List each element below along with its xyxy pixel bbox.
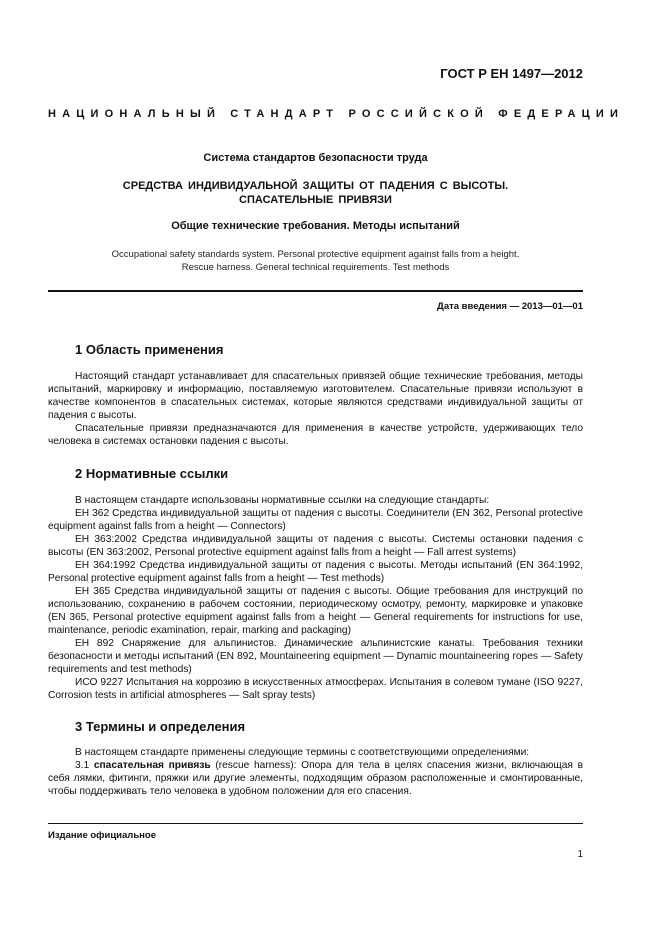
reference-item: ИСО 9227 Испытания на коррозию в искусственных атмосферах. Испытания в солевом тумане (ISO 9227, Corrosion tests in artificial atmospheres — Salt spray tests) bbox=[48, 677, 583, 701]
paragraph: Спасательные привязи предназначаются для применения в качестве устройств, удерживающих тело человека в системах остановки падения с высоты. bbox=[48, 423, 583, 447]
footer-divider bbox=[48, 823, 583, 824]
english-title-line-1: Occupational safety standards system. Personal protective equipment against falls from a height. bbox=[111, 249, 520, 260]
section-3-body bbox=[48, 746, 583, 798]
edition-label: Издание официальное bbox=[48, 830, 156, 841]
term-text: (rescue harness): Опора для тела в целях спасения жизни, включающая в себя лямки, фитинги, пряжки или другие элементы, подходящим образом расположенные и смонтированные, чтобы поддерживать тело человека в удобном положении для его спасения. bbox=[48, 760, 583, 797]
standards-series: Система стандартов безопасности труда bbox=[203, 152, 428, 164]
paragraph: В настоящем стандарте использованы нормативные ссылки на следующие стандарты: bbox=[75, 495, 490, 506]
term-definition bbox=[48, 759, 583, 798]
reference-item: ЕН 365 Средства индивидуальной защиты от падения с высоты. Общие требования для инструкций по использованию, сохранению в рабочем состоянии, периодическому осмотру, ремонту, маркировке и упаковке (EN 365, Personal protective equipment against falls from a height — General requirements for instructions for use, maintenance, periodic examination, repair, marking and packaging) bbox=[48, 586, 583, 636]
term-name: спасательная привязь bbox=[93, 760, 211, 771]
title-line-2: СПАСАТЕЛЬНЫЕ ПРИВЯЗИ bbox=[239, 194, 392, 206]
paragraph: Настоящий стандарт устанавливает для спасательных привязей общие технические требования, методы испытаний, маркировку и информацию, поставляемую изготовителем. Спасательные привязи используют в качестве компонентов в спасательных системах, которые являются средствами индивидуальной защиты от падения с высоты. bbox=[48, 371, 583, 421]
introduction-date: Дата введения — 2013—01—01 bbox=[437, 301, 583, 312]
section-2-body bbox=[48, 494, 583, 702]
national-standard-banner: НАЦИОНАЛЬНЫЙ СТАНДАРТ РОССИЙСКОЙ ФЕДЕРАЦИИ bbox=[48, 108, 625, 120]
paragraph: В настоящем стандарте применены следующие термины с соответствующими определениями: bbox=[75, 747, 530, 758]
section-1-body bbox=[48, 370, 583, 448]
title-divider bbox=[48, 290, 583, 292]
reference-item: ЕН 363:2002 Средства индивидуальной защиты от падения с высоты. Системы остановки падения с высоты (EN 363:2002, Personal protective equipment against falls from a height — Fall arrest systems) bbox=[48, 534, 583, 558]
document-id: ГОСТ Р ЕН 1497—2012 bbox=[440, 66, 583, 81]
section-2-heading: 2 Нормативные ссылки bbox=[75, 466, 229, 481]
document-subtitle: Общие технические требования. Методы испытаний bbox=[171, 220, 460, 232]
reference-item: ЕН 892 Снаряжение для альпинистов. Динамические альпинистские канаты. Требования техники безопасности и методы испытаний (EN 892, Mountaineering equipment — Dynamic mountaineering ropes — Safety requirements and test methods) bbox=[48, 638, 583, 675]
section-1-heading: 1 Область применения bbox=[75, 342, 224, 357]
term-number: 3.1 bbox=[75, 760, 90, 771]
page-number: 1 bbox=[577, 849, 583, 860]
english-title bbox=[48, 248, 583, 274]
section-3-heading: 3 Термины и определения bbox=[75, 719, 246, 734]
title-line-1: СРЕДСТВА ИНДИВИДУАЛЬНОЙ ЗАЩИТЫ ОТ ПАДЕНИЯ С ВЫСОТЫ. bbox=[122, 180, 509, 192]
reference-item: ЕН 364:1992 Средства индивидуальной защиты от падения с высоты. Методы испытаний (EN 364:1992, Personal protective equipment against falls from a height — Test methods) bbox=[48, 560, 583, 584]
document-title bbox=[48, 179, 583, 207]
english-title-line-2: Rescue harness. General technical requirements. Test methods bbox=[181, 262, 450, 273]
reference-item: ЕН 362 Средства индивидуальной защиты от падения с высоты. Соединители (EN 362, Personal protective equipment against falls from a height — Connectors) bbox=[48, 508, 583, 532]
